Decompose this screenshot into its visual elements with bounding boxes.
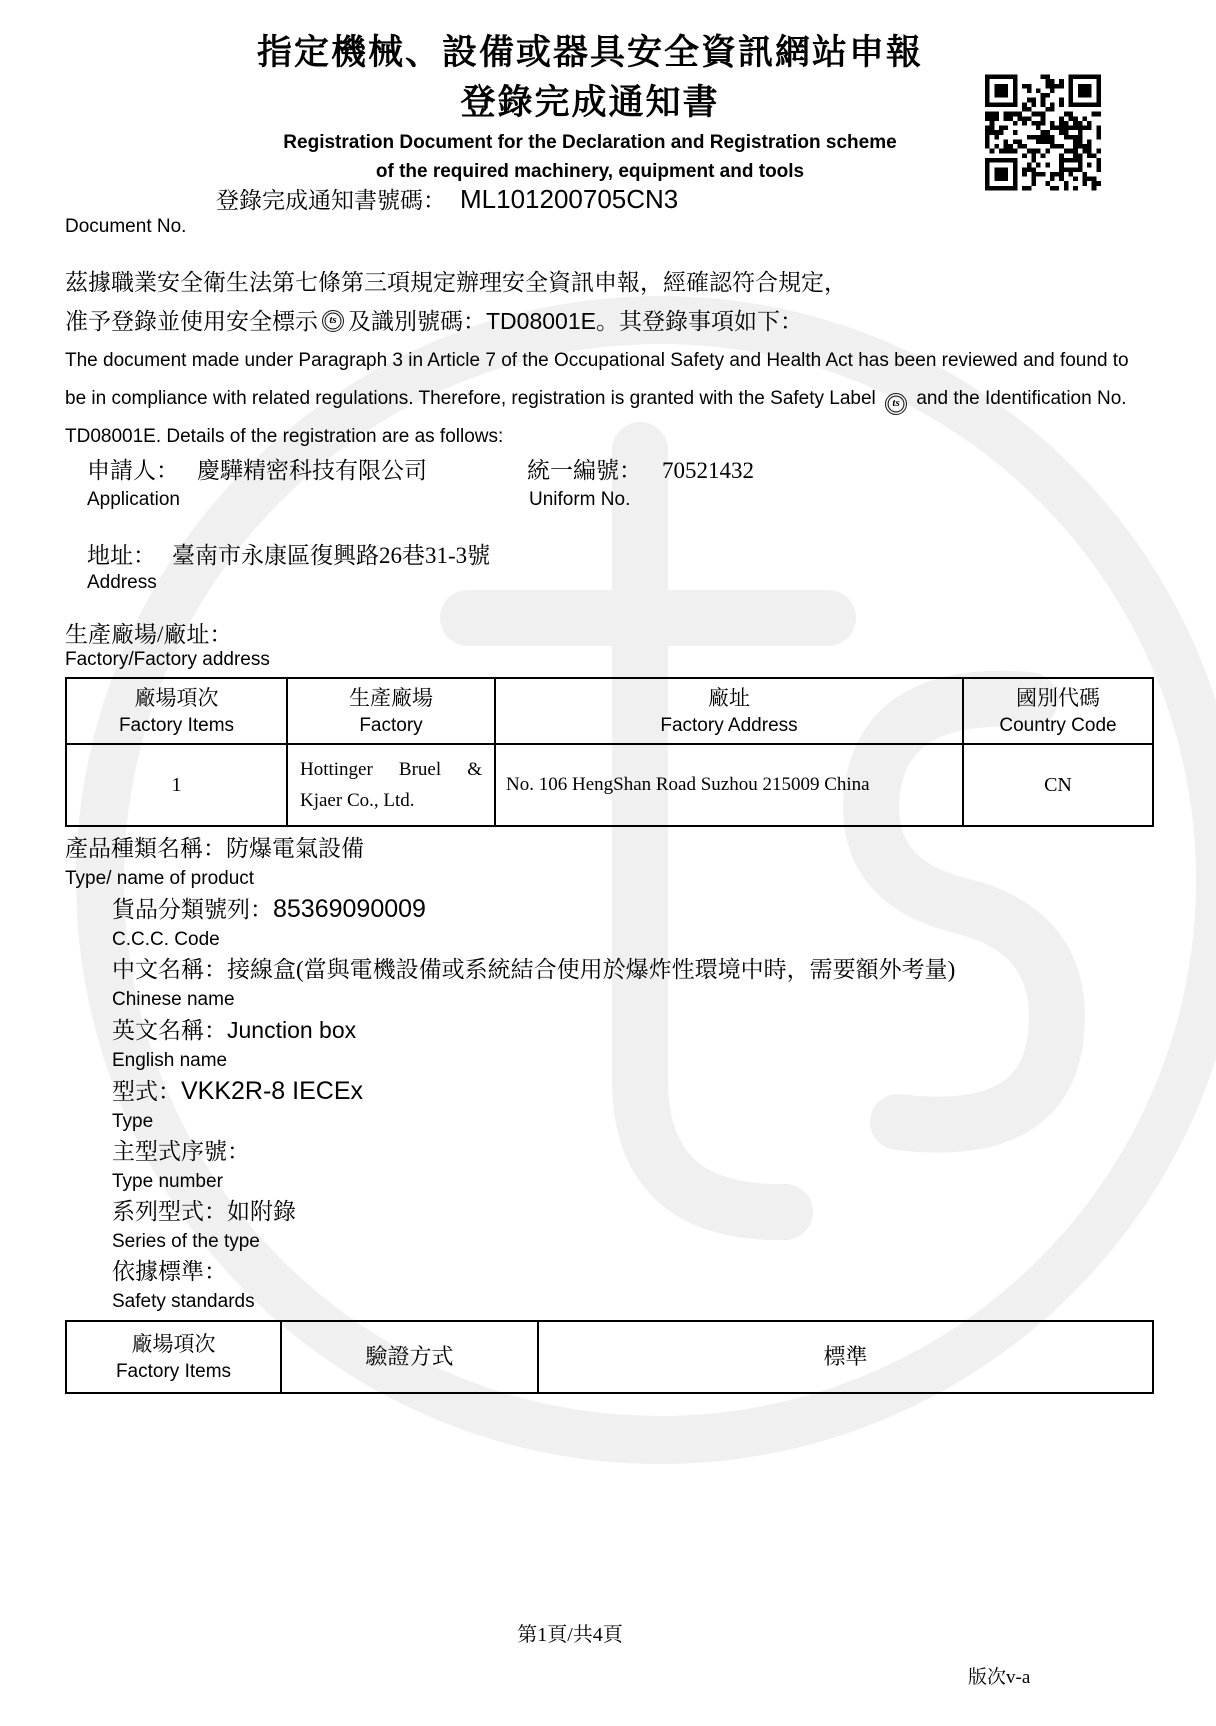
ccc-code-value: 85369090009 [273, 895, 426, 923]
factory-name: Hottinger Bruel & Kjaer Co., Ltd. [287, 744, 495, 826]
product-details [65, 834, 1160, 1317]
intro-zh-line2 [65, 302, 1160, 341]
intro-paragraph-en [65, 342, 1143, 456]
intro-en-post: and the Identification No. TD08001E. Details of the registration are as follows: [65, 388, 1127, 447]
ccc-code-label: 貨品分類號列： [112, 897, 273, 922]
uniform-no-row [527, 452, 754, 485]
document-number-row [216, 182, 678, 215]
safety-standards-label: 依據標準： [112, 1259, 227, 1284]
applicant-row [87, 452, 427, 485]
factory-item-no: 1 [66, 744, 287, 826]
intro-paragraph-zh [65, 263, 1160, 341]
product-type-label: 產品種類名稱： [65, 836, 226, 861]
english-name-label-en: English name [112, 1050, 228, 1071]
address-row [87, 537, 490, 570]
intro-zh-line2-end: 。其登錄事項如下： [595, 309, 803, 334]
chinese-name-value: 接線盒(當與電機設備或系統結合使用於爆炸性環境中時，需要額外考量) [227, 957, 956, 982]
doc-no-label: 登錄完成通知書號碼： [216, 188, 446, 213]
english-name-label: 英文名稱： [112, 1018, 227, 1043]
uniform-no-label: 統一編號： [527, 458, 642, 483]
english-name-line [65, 1015, 1160, 1046]
type-number-label-en: Type number [112, 1171, 223, 1192]
type-label: 型式： [112, 1079, 181, 1104]
factory-country-code: CN [963, 744, 1153, 826]
header-factory-items: 廠場項次 Factory Items [66, 678, 287, 744]
product-type-value: 防爆電氣設備 [226, 836, 364, 861]
factory-table-header-row [66, 678, 1153, 744]
qr-code [985, 74, 1101, 191]
uniform-no-label-en: Uniform No. [529, 489, 631, 510]
intro-en-pre: The document made under Paragraph 3 in Article 7 of the Occupational Safety and Health Act has been reviewed and found to be in compliance with related regulations. Therefore, registration is granted with the Safety Label [65, 350, 1129, 409]
identification-code: TD08001E [486, 308, 596, 334]
doc-no-label-en: Document No. [65, 216, 187, 237]
type-number-label: 主型式序號： [112, 1139, 250, 1164]
safety-standards-label-en: Safety standards [112, 1291, 255, 1312]
title-zh-line2: 登錄完成通知書 [460, 83, 720, 122]
address-label-en: Address [87, 572, 157, 593]
address-value: 臺南市永康區復興路26巷31-3號 [172, 543, 491, 568]
header-factory: 生產廠場 Factory [287, 678, 495, 744]
standards-table [65, 1320, 1154, 1394]
intro-zh-line2-pre: 准予登錄並使用安全標示 [65, 309, 318, 334]
factory-address: No. 106 HengShan Road Suzhou 215009 China [495, 744, 963, 826]
header-verification-method: 驗證方式 [281, 1321, 538, 1393]
type-line [65, 1076, 1160, 1107]
applicant-label-en: Application [87, 489, 180, 510]
intro-zh-line1: 茲據職業安全衛生法第七條第三項規定辦理安全資訊申報，經確認符合規定， [65, 270, 847, 295]
factory-section-label-en: Factory/Factory address [65, 649, 270, 670]
intro-zh-line2-mid: 及識別號碼： [348, 309, 486, 334]
standards-table-header-row [66, 1321, 1153, 1393]
type-value: VKK2R-8 IECEx [181, 1077, 364, 1105]
title-en-line2: of the required machinery, equipment and tools [375, 161, 805, 182]
title-en-line1: Registration Document for the Declaration and Registration scheme [283, 132, 897, 153]
type-number-line [65, 1137, 1160, 1167]
doc-no-value: ML101200705CN3 [460, 184, 679, 214]
series-type-label: 系列型式： [112, 1199, 227, 1224]
chinese-name-label-en: Chinese name [112, 989, 235, 1010]
document-header [65, 28, 1115, 186]
english-name-value: Junction box [227, 1017, 357, 1043]
header-country-code: 國別代碼 Country Code [963, 678, 1153, 744]
header-factory-address: 廠址 Factory Address [495, 678, 963, 744]
chinese-name-label: 中文名稱： [112, 957, 227, 982]
header-factory-items: 廠場項次 Factory Items [66, 1321, 281, 1393]
applicant-name: 慶驊精密科技有限公司 [197, 458, 427, 483]
page-indicator: 第1頁/共4頁 [517, 1624, 623, 1646]
ccc-code-label-en: C.C.C. Code [112, 929, 220, 950]
chinese-name-line [65, 955, 1160, 985]
ts-label-icon: ts [885, 393, 907, 415]
series-type-value: 如附錄 [227, 1199, 296, 1224]
version-label: 版次v-a [968, 1667, 1031, 1688]
series-type-label-en: Series of the type [112, 1231, 260, 1252]
series-type-line [65, 1197, 1160, 1227]
title-zh-line1: 指定機械、設備或器具安全資訊網站申報 [256, 33, 923, 72]
factory-section-label: 生產廠場/廠址： [65, 622, 233, 647]
factory-table-row [66, 744, 1153, 826]
type-label-en: Type [112, 1111, 154, 1132]
header-standard: 標準 [538, 1321, 1153, 1393]
address-label: 地址： [87, 543, 156, 568]
ccc-code-line [65, 894, 1160, 925]
ts-label-icon: ts [322, 310, 344, 332]
product-type-label-en: Type/ name of product [65, 868, 255, 889]
applicant-label: 申請人： [87, 458, 179, 483]
safety-standards-line [65, 1257, 1160, 1287]
product-type-line [65, 834, 1160, 864]
uniform-no-value: 70521432 [662, 458, 754, 483]
factory-table [65, 677, 1154, 827]
